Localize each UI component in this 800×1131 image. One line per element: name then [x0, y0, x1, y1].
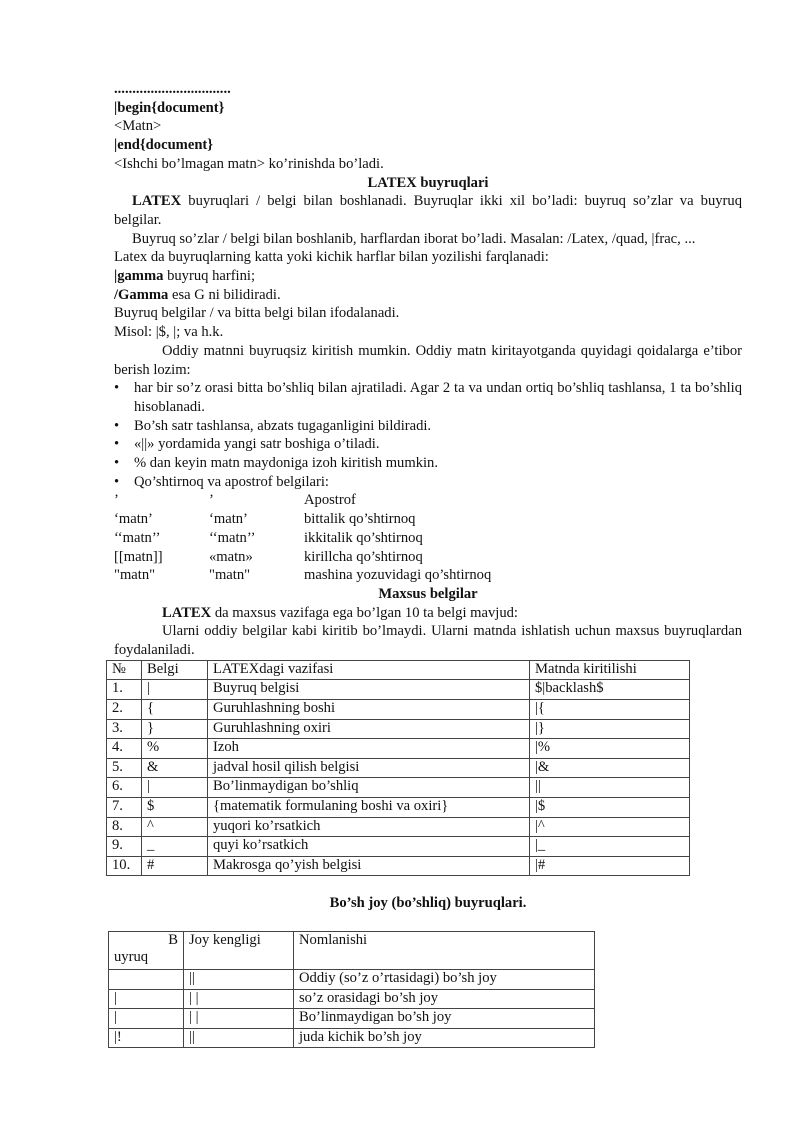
table-cell: || — [530, 778, 690, 798]
quote-output: ‘‘matn’’ — [209, 529, 256, 546]
gamma-line — [114, 267, 742, 286]
col-header — [109, 932, 184, 970]
table-cell: | | — [184, 1009, 294, 1029]
paragraph: Buyruq belgilar / va bitta belgi bilan ifodalanadi. — [114, 305, 400, 322]
paragraph: Misol: |$, |; va h.k. — [114, 324, 224, 341]
list-item: • har bir so’z orasi bitta bo’shliq bilan ajratiladi. Agar 2 ta va undan ortiq bo’shliq tashlansa, 1 ta bo’shliq hisoblanadi. — [114, 379, 742, 416]
paragraph-text: buyruqlari / belgi bilan boshlanadi. Buyruqlar ikki xil bo’ladi: buyruq so’zlar va buyruq belgilar. — [114, 193, 742, 228]
matn-line: <Matn> — [114, 118, 162, 135]
latex-bold: LATEX — [162, 604, 212, 621]
table-row — [107, 837, 690, 857]
table-cell: |} — [530, 719, 690, 739]
col-header: LATEXdagi vazifasi — [208, 660, 530, 680]
table-row — [107, 797, 690, 817]
col-header: Belgi — [142, 660, 208, 680]
table-cell: || — [184, 1028, 294, 1048]
table-cell: |^ — [530, 817, 690, 837]
quote-input: ‘matn’ — [114, 511, 153, 528]
quote-desc: mashina yozuvidagi qo’shtirnoq — [304, 567, 492, 584]
quote-output: "matn" — [209, 567, 251, 584]
table-cell: & — [142, 758, 208, 778]
quote-desc: Apostrof — [304, 492, 356, 509]
table-cell: ^ — [142, 817, 208, 837]
table-cell: yuqori ko’rsatkich — [208, 817, 530, 837]
paragraph: Oddiy matnni buyruqsiz kiritish mumkin. Oddiy matn kiritayotganda quyidagi qoidalarga e’tibor berish lozim: — [114, 342, 742, 378]
table-row — [109, 1028, 595, 1048]
table-row — [109, 989, 595, 1009]
table-row — [107, 778, 690, 798]
Gamma-line — [114, 286, 742, 305]
quote-output: ‘matn’ — [209, 511, 248, 528]
table-cell: |% — [530, 739, 690, 759]
table-header-row — [109, 932, 595, 970]
table-cell: 3. — [107, 719, 142, 739]
table-row — [107, 699, 690, 719]
table-cell: |# — [530, 856, 690, 876]
paragraph — [114, 192, 742, 229]
quote-input: [[matn]] — [114, 548, 163, 565]
table-cell: |& — [530, 758, 690, 778]
table-cell: $ — [142, 797, 208, 817]
table-row — [107, 856, 690, 876]
paragraph-text: da maxsus vazifaga ega bo’lgan 10 ta belgi mavjud: — [211, 604, 518, 621]
quote-desc: kirillcha qo’shtirnoq — [304, 548, 423, 565]
table-cell — [109, 970, 184, 990]
quote-desc: ikkitalik qo’shtirnoq — [304, 529, 423, 546]
ishchi-line: <Ishchi bo’lmagan matn> ko’rinishda bo’ladi. — [114, 155, 384, 172]
table-cell: juda kichik bo’sh joy — [294, 1028, 595, 1048]
table-cell: | — [142, 680, 208, 700]
table-cell: Izoh — [208, 739, 530, 759]
gamma-text: buyruq harfini; — [163, 268, 256, 285]
col-header-bottom: uyruq — [114, 949, 149, 966]
section-heading-buyruqlar: LATEX buyruqlari — [367, 174, 489, 191]
table-cell: |_ — [530, 837, 690, 857]
table-cell: 8. — [107, 817, 142, 837]
table-cell: 2. — [107, 699, 142, 719]
table-cell: Oddiy (so’z o’rtasidagi) bo’sh joy — [294, 970, 595, 990]
table-cell: 10. — [107, 856, 142, 876]
paragraph — [114, 604, 742, 623]
table-cell: Guruhlashning boshi — [208, 699, 530, 719]
section-heading-bosh-joy: Bo’sh joy (bo’shliq) buyruqlari. — [329, 895, 527, 912]
document-page — [114, 80, 742, 1048]
list-item: • «||» yordamida yangi satr boshiga o’tiladi. — [114, 435, 742, 454]
section-heading-maxsus: Maxsus belgilar — [378, 585, 478, 602]
table-cell: $|backlash$ — [530, 680, 690, 700]
table-cell: 9. — [107, 837, 142, 857]
table-cell: Bo’linmaydigan bo’shliq — [208, 778, 530, 798]
list-item: • Bo’sh satr tashlansa, abzats tugaganligini bildiradi. — [114, 417, 742, 436]
table-cell: {matematik formulaning boshi va oxiri} — [208, 797, 530, 817]
table-cell: |! — [109, 1028, 184, 1048]
table-cell: 5. — [107, 758, 142, 778]
table-cell: | — [109, 989, 184, 1009]
table-cell: _ — [142, 837, 208, 857]
col-header: Joy kengligi — [184, 932, 294, 970]
dots-line: ................................ — [114, 81, 231, 97]
table-row — [107, 758, 690, 778]
table-cell: Bo’linmaydigan bo’sh joy — [294, 1009, 595, 1029]
table-cell: Makrosga qo’yish belgisi — [208, 856, 530, 876]
quote-output: ’ — [209, 492, 214, 509]
table-cell: } — [142, 719, 208, 739]
table-row — [107, 817, 690, 837]
list-item: • % dan keyin matn maydoniga izoh kiritish mumkin. — [114, 454, 742, 473]
table-row — [107, 719, 690, 739]
table-cell: % — [142, 739, 208, 759]
table-cell: jadval hosil qilish belgisi — [208, 758, 530, 778]
col-header: Nomlanishi — [294, 932, 595, 970]
quote-input: ‘‘matn’’ — [114, 529, 161, 546]
begin-document-line: |begin{document} — [114, 99, 225, 116]
table-cell: 4. — [107, 739, 142, 759]
gamma-command: |gamma — [114, 268, 164, 285]
Gamma-text: esa G ni bilidiradi. — [168, 286, 281, 303]
table-cell: |$ — [530, 797, 690, 817]
rules-list — [114, 379, 742, 491]
table-cell: || — [184, 970, 294, 990]
table-cell: |{ — [530, 699, 690, 719]
paragraph: Buyruq so’zlar / belgi bilan boshlanib, harflardan iborat bo’ladi. Masalan: /Latex, /quad, |frac, ... — [132, 230, 696, 247]
end-document-line: |end{document} — [114, 137, 214, 154]
table-cell: Buyruq belgisi — [208, 680, 530, 700]
list-item: • Qo’shtirnoq va apostrof belgilari: — [114, 473, 742, 492]
table-cell: 7. — [107, 797, 142, 817]
quote-desc: bittalik qo’shtirnoq — [304, 511, 416, 528]
table-header-row — [107, 660, 690, 680]
table-cell: # — [142, 856, 208, 876]
latex-bold: LATEX — [132, 193, 182, 210]
col-header: Matnda kiritilishi — [530, 660, 690, 680]
Gamma-command: /Gamma — [114, 286, 169, 303]
col-header-top: B — [168, 932, 178, 949]
quote-input: ’ — [114, 492, 119, 509]
table-row — [109, 1009, 595, 1029]
table-cell: | | — [184, 989, 294, 1009]
quotes-list — [114, 491, 742, 585]
table-row — [107, 680, 690, 700]
table-cell: { — [142, 699, 208, 719]
col-header: № — [107, 660, 142, 680]
quote-input: "matn" — [114, 567, 156, 584]
spacing-commands-table — [108, 931, 595, 1048]
table-cell: 6. — [107, 778, 142, 798]
table-row — [109, 970, 595, 990]
table-cell: quyi ko’rsatkich — [208, 837, 530, 857]
table-cell: | — [109, 1009, 184, 1029]
table-cell: Guruhlashning oxiri — [208, 719, 530, 739]
paragraph: Latex da buyruqlarning katta yoki kichik harflar bilan yozilishi farqlanadi: — [114, 249, 549, 266]
table-cell: so’z orasidagi bo’sh joy — [294, 989, 595, 1009]
table-row — [107, 739, 690, 759]
table-cell: | — [142, 778, 208, 798]
special-chars-table — [106, 660, 690, 877]
paragraph: Ularni oddiy belgilar kabi kiritib bo’lmaydi. Ularni matnda ishlatish uchun maxsus buyruqlardan foydalaniladi. — [114, 623, 742, 659]
quote-output: «matn» — [209, 548, 253, 565]
table-cell: 1. — [107, 680, 142, 700]
